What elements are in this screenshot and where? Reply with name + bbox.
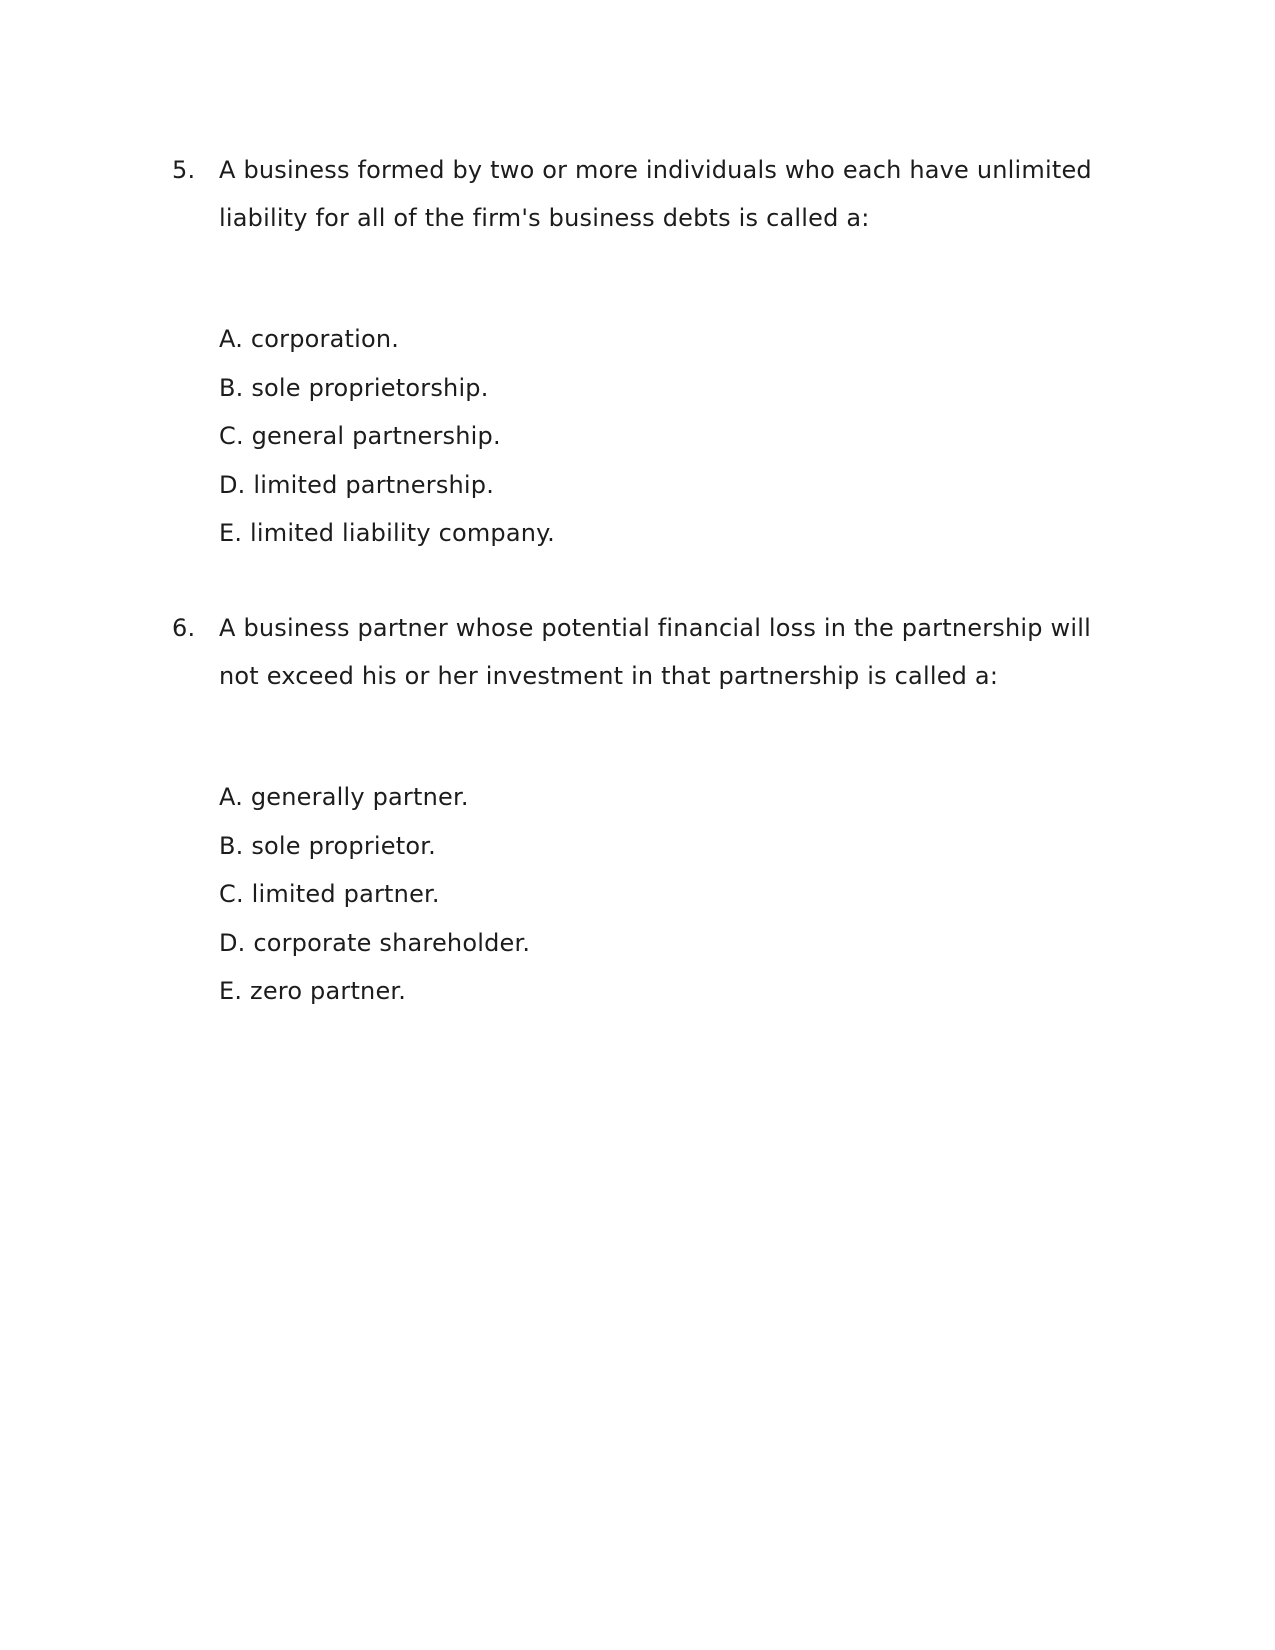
question-text: A business partner whose potential financial loss in the partnership will not exceed his or her investment in that partnership is called a: (219, 614, 1091, 690)
answer-option-c: C. general partnership. (219, 422, 501, 450)
answer-option-d: D. limited partnership. (219, 470, 495, 499)
answer-option-a: A. generally partner. (219, 783, 469, 811)
question-stem (172, 604, 1122, 700)
answer-option-d: D. corporate shareholder. (219, 928, 531, 957)
question-number: 5. (172, 156, 196, 184)
answer-option-a: A. corporation. (219, 325, 400, 353)
answer-option-b: B. sole proprietor. (219, 831, 436, 860)
question-6 (172, 604, 1122, 1016)
answer-option-e: E. zero partner. (219, 977, 407, 1005)
question-text: A business formed by two or more individuals who each have unlimited liability for all of the firm's business debts is called a: (219, 156, 1092, 232)
question-5 (172, 146, 1122, 558)
answer-options (172, 315, 1122, 558)
question-number: 6. (172, 614, 196, 642)
answer-option-e: E. limited liability company. (219, 519, 555, 547)
answer-option-c: C. limited partner. (219, 880, 440, 908)
answer-options (172, 773, 1122, 1016)
question-stem (172, 146, 1122, 242)
answer-option-b: B. sole proprietorship. (219, 373, 489, 402)
